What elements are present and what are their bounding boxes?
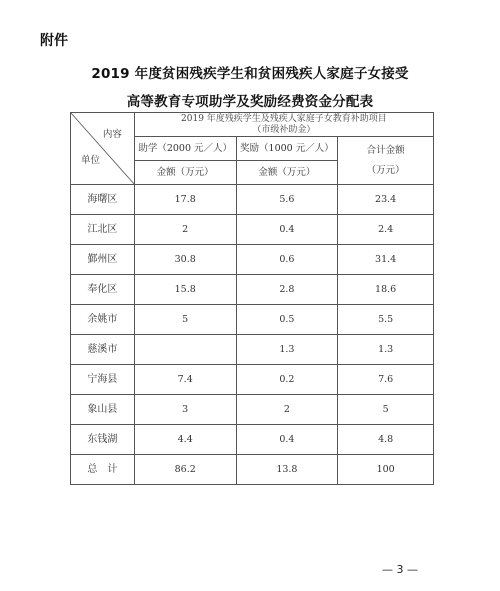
page-number: — 3 — — [382, 563, 418, 576]
row-total: 7.6 — [338, 365, 434, 395]
corner-label-unit: 单位 — [81, 155, 101, 166]
row-reward: 13.8 — [236, 455, 338, 485]
row-aid: 86.2 — [134, 455, 236, 485]
document-title-line-1: 2019 年度贫困残疾学生和贫困残疾人家庭子女接受 — [91, 66, 409, 82]
allocation-table — [70, 112, 434, 485]
row-total: 2.4 — [338, 215, 434, 245]
row-total: 31.4 — [338, 245, 434, 275]
table-row — [71, 335, 434, 365]
attachment-label: 附件 — [40, 33, 68, 49]
row-aid: 3 — [134, 395, 236, 425]
group-header — [134, 113, 433, 137]
subheader-reward-amount: 金额（万元） — [236, 161, 338, 185]
column-header-reward: 奖励（1000 元／人） — [236, 137, 338, 161]
row-reward: 0.4 — [236, 425, 338, 455]
group-header-line-1: 2019 年度残疾学生及残疾人家庭子女教育补助项目 — [181, 113, 387, 124]
row-unit: 东钱湖 — [71, 425, 135, 455]
column-header-aid: 助学（2000 元／人） — [134, 137, 236, 161]
corner-label-content: 内容 — [102, 129, 122, 140]
group-header-line-2: （市级补助金） — [252, 124, 316, 135]
row-unit: 江北区 — [71, 215, 135, 245]
row-aid: 4.4 — [134, 425, 236, 455]
row-aid: 17.8 — [134, 185, 236, 215]
row-aid: 30.8 — [134, 245, 236, 275]
subheader-aid-amount: 金额（万元） — [134, 161, 236, 185]
table-row — [71, 275, 434, 305]
row-unit: 余姚市 — [71, 305, 135, 335]
row-total: 18.6 — [338, 275, 434, 305]
document-title-line-2: 高等教育专项助学及奖励经费资金分配表 — [126, 94, 374, 110]
row-unit: 奉化区 — [71, 275, 135, 305]
column-header-total-label: 合计金额 — [366, 145, 405, 157]
row-total: 23.4 — [338, 185, 434, 215]
row-unit: 总 计 — [71, 455, 135, 485]
table-row — [71, 185, 434, 215]
table-row — [71, 305, 434, 335]
row-unit: 鄞州区 — [71, 245, 135, 275]
row-reward: 0.5 — [236, 305, 338, 335]
row-total: 5 — [338, 395, 434, 425]
corner-diagonal — [71, 113, 135, 185]
row-total: 4.8 — [338, 425, 434, 455]
column-header-total — [338, 137, 434, 185]
row-reward: 2.8 — [236, 275, 338, 305]
row-unit: 海曙区 — [71, 185, 135, 215]
row-aid: 15.8 — [134, 275, 236, 305]
row-unit: 象山县 — [71, 395, 135, 425]
table-row — [71, 365, 434, 395]
table-corner-cell — [71, 113, 135, 185]
table-row-total — [71, 455, 434, 485]
table-row — [71, 245, 434, 275]
row-total: 1.3 — [338, 335, 434, 365]
table-row — [71, 215, 434, 245]
row-reward: 1.3 — [236, 335, 338, 365]
row-total: 5.5 — [338, 305, 434, 335]
row-unit: 宁海县 — [71, 365, 135, 395]
row-reward: 5.6 — [236, 185, 338, 215]
row-reward: 0.6 — [236, 245, 338, 275]
row-aid: 2 — [134, 215, 236, 245]
row-aid: 7.4 — [134, 365, 236, 395]
row-total: 100 — [338, 455, 434, 485]
row-aid: 5 — [134, 305, 236, 335]
column-header-total-unit: （万元） — [366, 164, 405, 176]
row-reward: 0.2 — [236, 365, 338, 395]
table-row — [71, 395, 434, 425]
row-unit: 慈溪市 — [71, 335, 135, 365]
row-reward: 2 — [236, 395, 338, 425]
row-aid — [134, 335, 236, 365]
table-row — [71, 425, 434, 455]
row-reward: 0.4 — [236, 215, 338, 245]
